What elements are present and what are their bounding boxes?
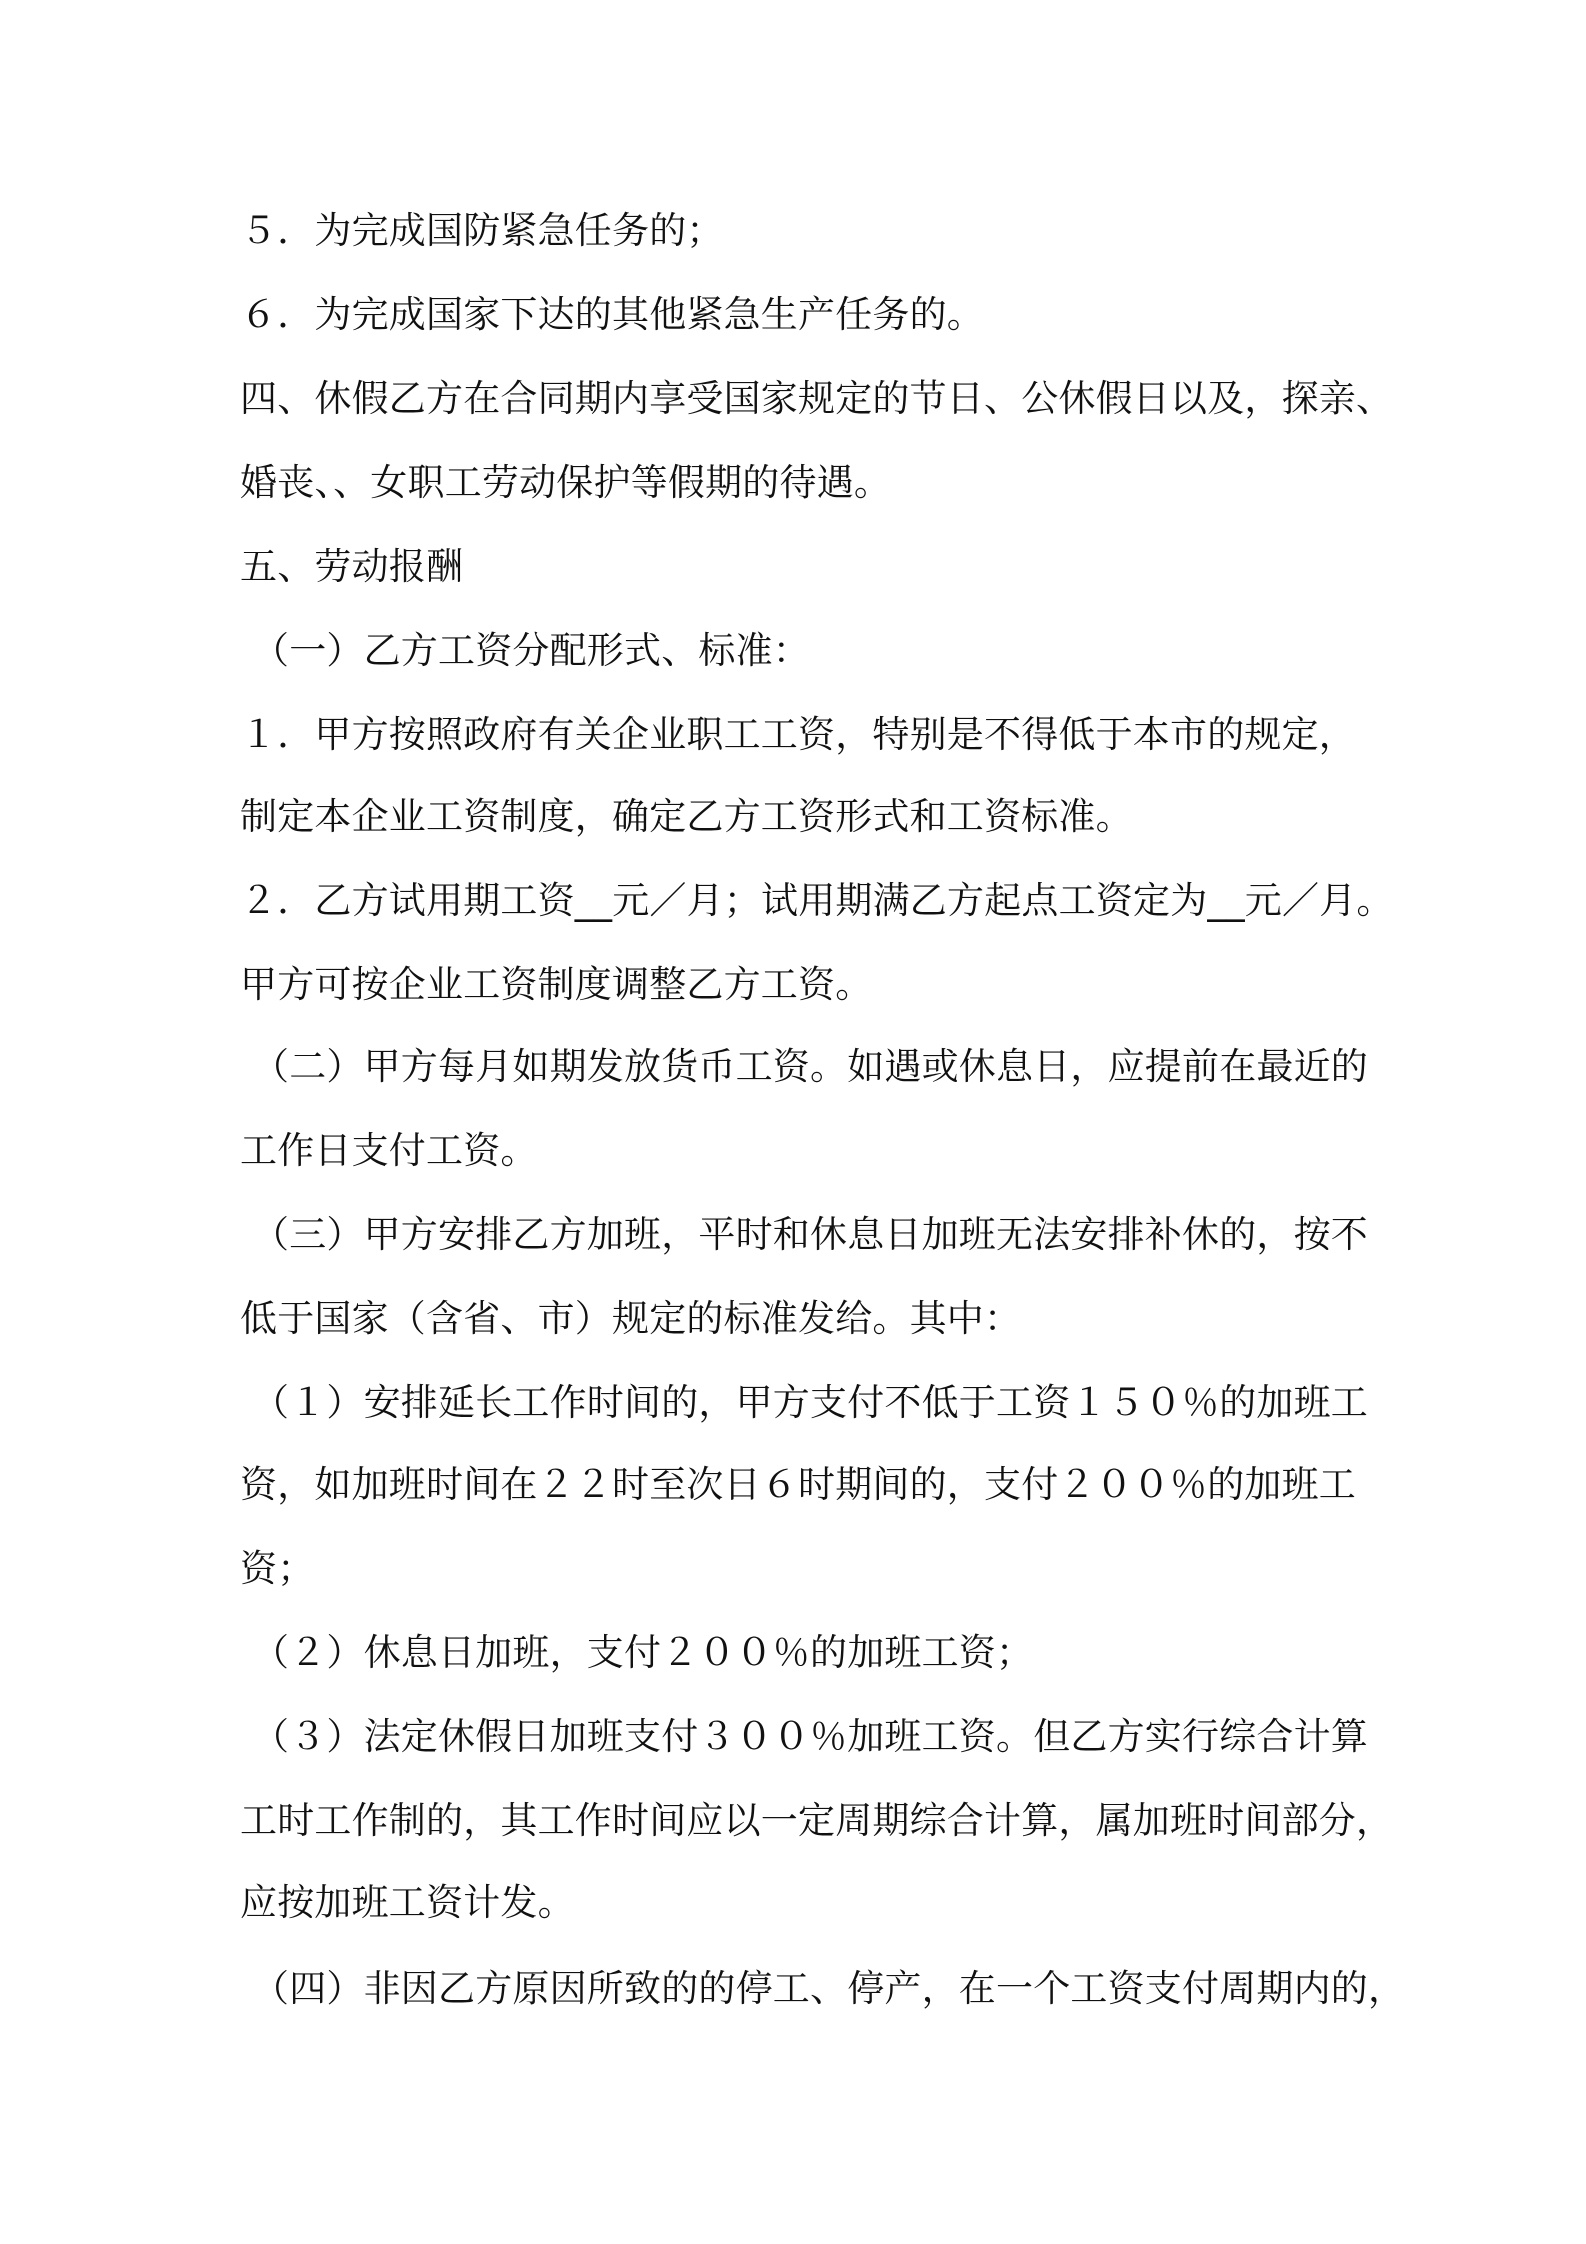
text-line: 制定本企业工资制度，确定乙方工资形式和工资标准。 (240, 795, 1133, 838)
text-line: （四）非因乙方原因所致的的停工、停产，在一个工资支付周期内的， (252, 1967, 1406, 2010)
text-line: 婚丧、、女职工劳动保护等假期的待遇。 (240, 461, 892, 504)
text-line: 工时工作制的，其工作时间应以一定周期综合计算，属加班时间部分， (240, 1799, 1394, 1842)
text-line: 低于国家（含省、市）规定的标准发给。其中： (240, 1297, 1022, 1340)
text-line: （三）甲方安排乙方加班，平时和休息日加班无法安排补休的，按不 (252, 1213, 1368, 1256)
text-line: ６．为完成国家下达的其他紧急生产任务的。 (240, 293, 984, 336)
text-line: （一）乙方工资分配形式、标准： (252, 629, 810, 672)
section-heading: 五、劳动报酬 (240, 545, 464, 588)
text-line: 应按加班工资计发。 (240, 1881, 575, 1924)
text-line: （１）安排延长工作时间的，甲方支付不低于工资１５０％的加班工 (252, 1381, 1368, 1424)
text-line: （２）休息日加班，支付２００％的加班工资； (252, 1631, 1034, 1674)
text-line: （二）甲方每月如期发放货币工资。如遇或休息日，应提前在最近的 (252, 1045, 1368, 1088)
text-line: 四、休假乙方在合同期内享受国家规定的节日、公休假日以及，探亲、 (240, 377, 1394, 420)
text-line: 资，如加班时间在２２时至次日６时期间的，支付２００％的加班工 (240, 1463, 1356, 1506)
text-line: 资； (240, 1547, 315, 1590)
text-line: 甲方可按企业工资制度调整乙方工资。 (240, 963, 873, 1006)
text-line: 工作日支付工资。 (240, 1129, 538, 1172)
text-line: ５．为完成国防紧急任务的； (240, 209, 724, 252)
text-line: （３）法定休假日加班支付３００％加班工资。但乙方实行综合计算 (252, 1715, 1368, 1758)
text-line: ２．乙方试用期工资__元／月；试用期满乙方起点工资定为__元／月。 (240, 879, 1394, 922)
text-line: １．甲方按照政府有关企业职工工资，特别是不得低于本市的规定， (240, 713, 1356, 756)
